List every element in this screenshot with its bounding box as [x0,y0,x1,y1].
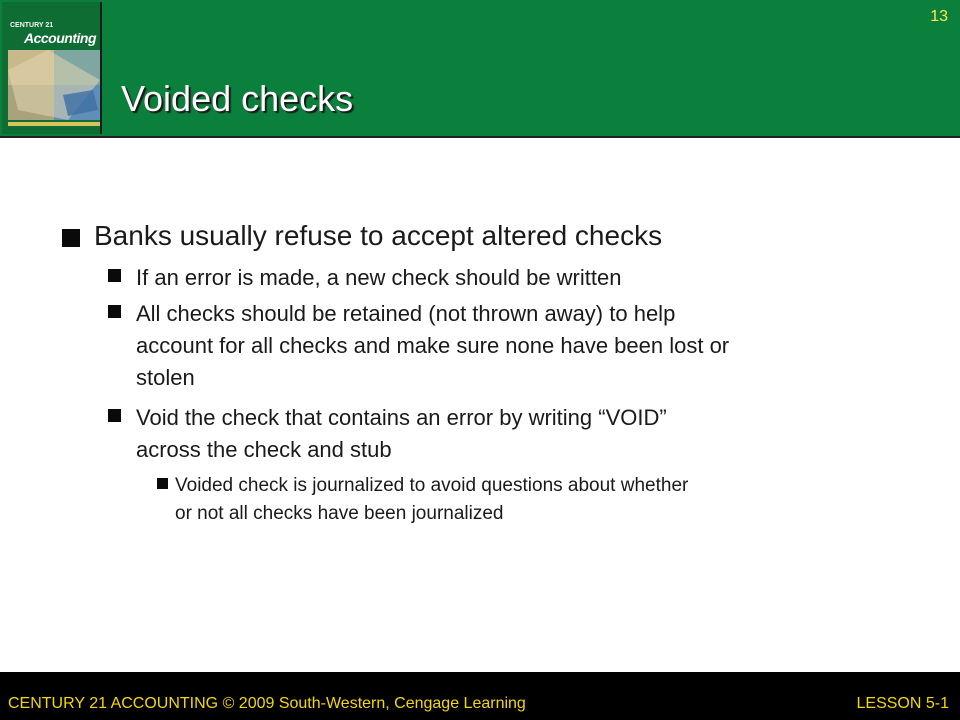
bullet-text: Banks usually refuse to accept altered checks [94,220,663,251]
slide-footer [0,672,960,720]
bullet-text-line: Voided check is journalized to avoid questions about whether [175,475,689,496]
book-cover-image [2,2,102,134]
book-cover-photo-collage [8,50,100,120]
bullet-square-icon [62,229,80,247]
book-cover-strip [8,122,100,126]
bullet-text-line: All checks should be retained (not thrown away) to help [136,301,676,326]
slide-title: Voided checks [121,78,354,119]
bullet-text-line: stolen [136,365,195,390]
bullet-square-icon [108,409,121,422]
footer-copyright: CENTURY 21 ACCOUNTING © 2009 South-Western, Cengage Learning [8,695,526,712]
book-cover-title: Accounting [24,30,96,46]
slide-number: 13 [930,8,948,25]
bullet-text: If an error is made, a new check should be written [136,265,622,290]
bullet-text-line: Void the check that contains an error by writing “VOID” [136,405,667,430]
bullet-square-icon [108,269,121,282]
bullet-text-line: across the check and stub [136,437,392,462]
bullet-text-line: account for all checks and make sure none have been lost or [136,333,730,358]
slide-header [0,0,960,138]
bullet-square-icon [108,305,121,318]
bullet-text-line: or not all checks have been journalized [175,503,504,524]
book-cover-small-text: CENTURY 21 [10,22,54,29]
footer-lesson: LESSON 5-1 [856,695,949,712]
bullet-square-icon [157,478,168,489]
